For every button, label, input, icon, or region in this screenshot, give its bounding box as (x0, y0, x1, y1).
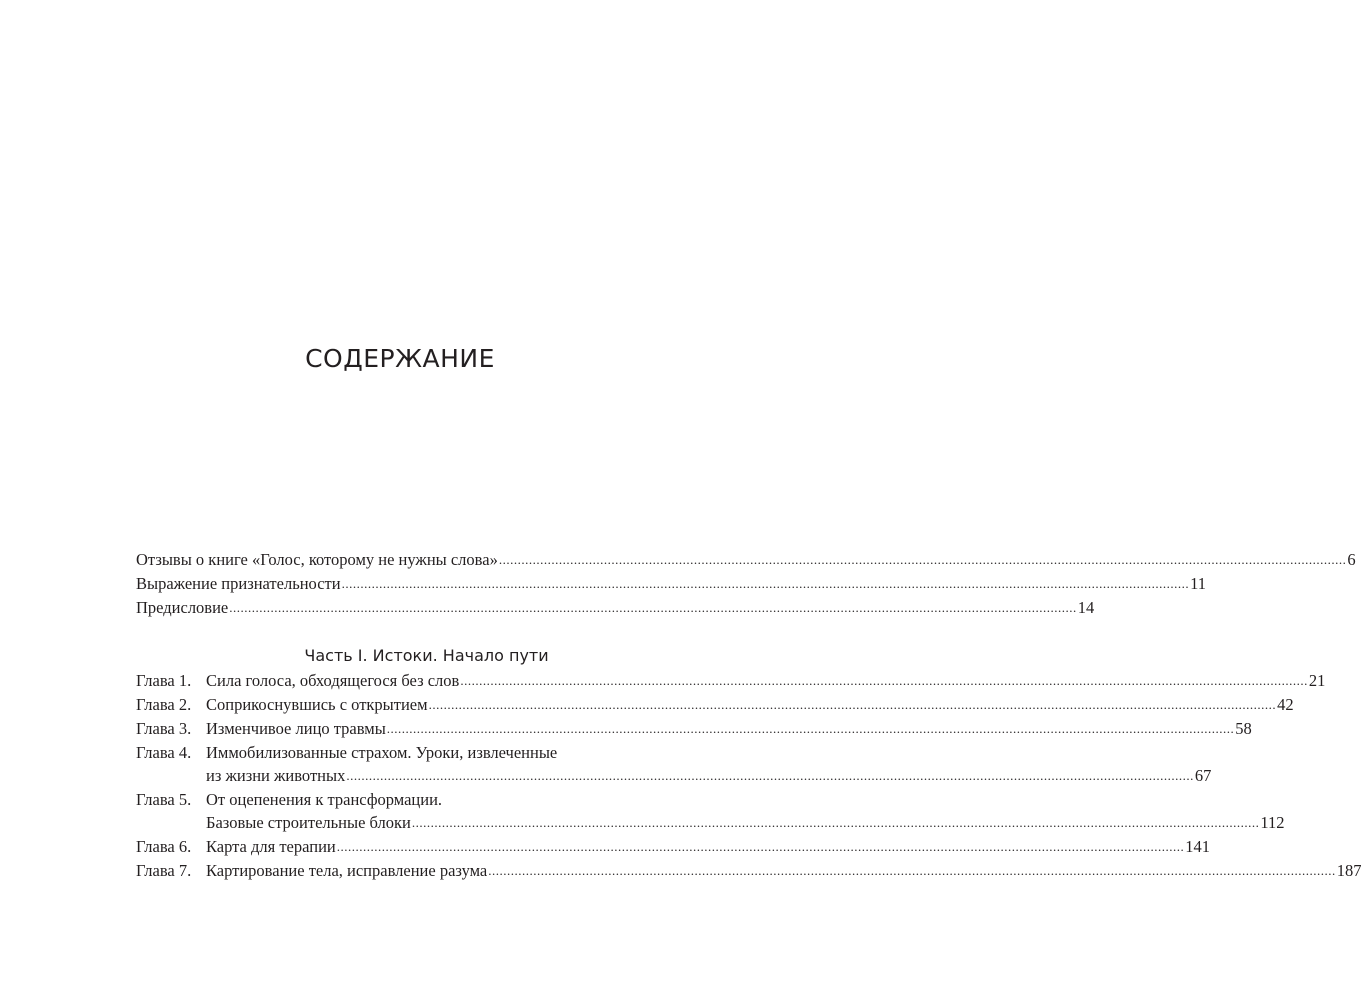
toc-chapter-7[interactable] (136, 859, 1362, 883)
chapter-number: Глава 3. (136, 719, 192, 738)
dot-leader (346, 763, 1194, 787)
dot-leader (229, 595, 1077, 619)
toc-chapter-6[interactable] (136, 835, 1210, 859)
chapter-number: Глава 2. (136, 695, 192, 714)
chapter-page: 187 (1336, 861, 1362, 880)
toc-chapters (136, 669, 1362, 883)
toc-entry-label: Предисловие (136, 598, 229, 617)
dot-leader (460, 668, 1308, 692)
toc-chapter-1[interactable] (136, 669, 1326, 693)
chapter-page: 141 (1185, 837, 1210, 856)
toc-entry-preface[interactable] (136, 596, 1095, 620)
chapter-title: Сила голоса, обходящегося без слов (206, 671, 460, 690)
toc-entry-acknowledgements[interactable] (136, 572, 1206, 596)
toc-entry-label: Отзывы о книге «Голос, которому не нужны слова» (136, 550, 498, 569)
toc-chapter-3[interactable] (136, 717, 1252, 741)
toc-entry-page: 14 (1077, 598, 1095, 617)
chapter-number: Глава 5. (136, 790, 192, 809)
chapter-page: 42 (1277, 695, 1294, 714)
toc-entry-label: Выражение признательности (136, 574, 341, 593)
dot-leader (412, 810, 1260, 834)
toc-entry-page: 6 (1347, 550, 1356, 569)
dot-leader (342, 571, 1190, 595)
chapter-title: Соприкоснувшись с открытием (206, 695, 428, 714)
toc-chapter-5[interactable] (136, 788, 1285, 835)
dot-leader (488, 858, 1336, 882)
chapter-number: Глава 4. (136, 743, 192, 762)
chapter-title: Картирование тела, исправление разума (206, 861, 488, 880)
chapter-number: Глава 7. (136, 861, 192, 880)
chapter-number: Глава 6. (136, 837, 192, 856)
chapter-page: 67 (1194, 766, 1212, 785)
toc-chapter-2[interactable] (136, 693, 1294, 717)
chapter-page: 21 (1308, 671, 1326, 690)
toc-entry-reviews[interactable] (136, 548, 1356, 572)
chapter-title-line-1: Иммобилизованные страхом. Уроки, извлеченные (206, 743, 558, 762)
page-title: СОДЕРЖАНИЕ (305, 344, 495, 373)
chapter-title: Карта для терапии (206, 837, 336, 856)
toc-chapter-4[interactable] (136, 741, 1212, 788)
dot-leader (429, 692, 1277, 716)
chapter-number: Глава 1. (136, 671, 192, 690)
dot-leader (387, 716, 1235, 740)
chapter-title: из жизни животных (206, 766, 346, 785)
dot-leader (499, 547, 1347, 571)
dot-leader (337, 834, 1185, 858)
chapter-title-line-1: От оцепенения к трансформации. (206, 790, 443, 809)
toc-entry-page: 11 (1190, 574, 1206, 593)
toc-front-matter (136, 548, 1356, 620)
chapter-title: Изменчивое лицо травмы (206, 719, 386, 738)
chapter-title: Базовые строительные блоки (206, 813, 411, 832)
part-heading: Часть I. Истоки. Начало пути (304, 646, 549, 665)
chapter-page: 112 (1260, 813, 1285, 832)
chapter-page: 58 (1235, 719, 1252, 738)
